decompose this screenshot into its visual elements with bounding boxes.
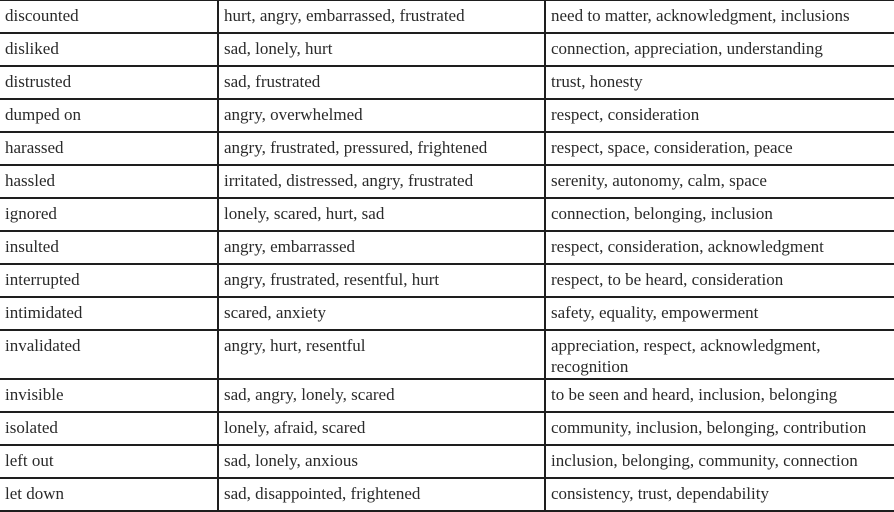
table-row	[0, 132, 894, 165]
needs-cell: respect, consideration, acknowledgment	[545, 231, 894, 264]
needs-cell: connection, appreciation, understanding	[545, 33, 894, 66]
table-row	[0, 412, 894, 445]
feeling-cell: invalidated	[0, 330, 218, 379]
table-row	[0, 379, 894, 412]
needs-cell: appreciation, respect, acknowledgment, recognition	[545, 330, 894, 379]
emotions-cell: sad, lonely, hurt	[218, 33, 545, 66]
table-row	[0, 264, 894, 297]
feeling-cell: insulted	[0, 231, 218, 264]
table-row	[0, 297, 894, 330]
needs-cell: community, inclusion, belonging, contribution	[545, 412, 894, 445]
emotions-cell: hurt, angry, embarrassed, frustrated	[218, 0, 545, 33]
feeling-cell: left out	[0, 445, 218, 478]
emotions-cell: sad, disappointed, frightened	[218, 478, 545, 511]
needs-cell: need to matter, acknowledgment, inclusions	[545, 0, 894, 33]
emotions-cell: lonely, scared, hurt, sad	[218, 198, 545, 231]
feeling-cell: invisible	[0, 379, 218, 412]
needs-cell: connection, belonging, inclusion	[545, 198, 894, 231]
feeling-cell: let down	[0, 478, 218, 511]
feeling-cell: ignored	[0, 198, 218, 231]
table-row	[0, 165, 894, 198]
needs-cell: trust, honesty	[545, 66, 894, 99]
feeling-cell: isolated	[0, 412, 218, 445]
needs-cell: safety, equality, empowerment	[545, 297, 894, 330]
emotions-cell: scared, anxiety	[218, 297, 545, 330]
needs-cell: respect, consideration	[545, 99, 894, 132]
needs-cell: to be seen and heard, inclusion, belonging	[545, 379, 894, 412]
emotions-cell: angry, embarrassed	[218, 231, 545, 264]
table-row	[0, 0, 894, 33]
emotions-cell: angry, frustrated, resentful, hurt	[218, 264, 545, 297]
emotions-cell: sad, frustrated	[218, 66, 545, 99]
emotions-cell: irritated, distressed, angry, frustrated	[218, 165, 545, 198]
needs-cell: inclusion, belonging, community, connection	[545, 445, 894, 478]
emotions-cell: sad, lonely, anxious	[218, 445, 545, 478]
needs-cell: serenity, autonomy, calm, space	[545, 165, 894, 198]
table-row	[0, 445, 894, 478]
table-row	[0, 66, 894, 99]
needs-cell: respect, to be heard, consideration	[545, 264, 894, 297]
needs-cell: consistency, trust, dependability	[545, 478, 894, 511]
feeling-cell: disliked	[0, 33, 218, 66]
feeling-cell: hassled	[0, 165, 218, 198]
feeling-cell: intimidated	[0, 297, 218, 330]
feeling-cell: dumped on	[0, 99, 218, 132]
needs-cell: respect, space, consideration, peace	[545, 132, 894, 165]
emotions-cell: sad, angry, lonely, scared	[218, 379, 545, 412]
table-row	[0, 198, 894, 231]
emotions-cell: angry, hurt, resentful	[218, 330, 545, 379]
table-row	[0, 231, 894, 264]
table-row	[0, 478, 894, 511]
table-row	[0, 330, 894, 379]
feeling-cell: distrusted	[0, 66, 218, 99]
emotions-cell: angry, overwhelmed	[218, 99, 545, 132]
emotions-cell: angry, frustrated, pressured, frightened	[218, 132, 545, 165]
emotions-cell: lonely, afraid, scared	[218, 412, 545, 445]
feeling-cell: interrupted	[0, 264, 218, 297]
table-row	[0, 33, 894, 66]
table-row	[0, 99, 894, 132]
feeling-cell: discounted	[0, 0, 218, 33]
feeling-cell: harassed	[0, 132, 218, 165]
